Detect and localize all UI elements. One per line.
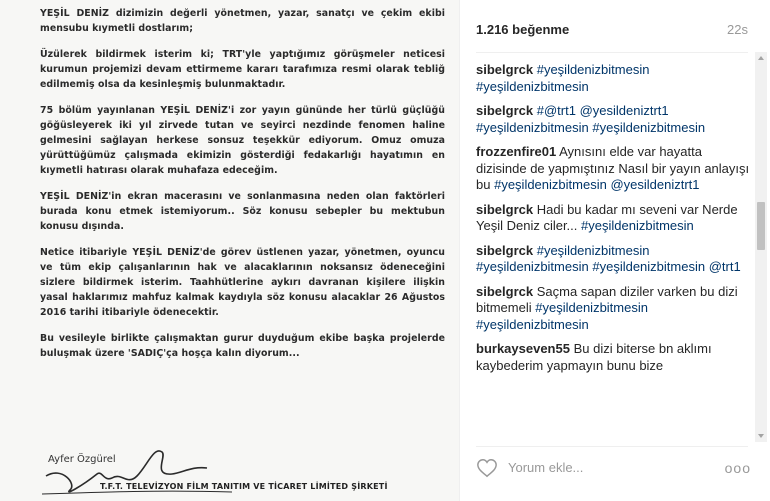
divider [476, 446, 748, 447]
letter-paragraph: Üzülerek bildirmek isterim ki; TRT'yle yaptığımız görüşmeler neticesi kurumun projemizi devam ettirmeme kararı tarafımıza resmi olarak tebliğ edilmemiş olsa da kesinleşmiş bulunmaktadır. [40, 49, 445, 90]
letter-paragraph: Netice itibariyle YEŞİL DENİZ'de görev üstlenen yazar, yönetmen, oyuncu ve tüm ekip çalışanlarının hak ve alacaklarının noksansız ödeneceğini sizlere bildirmek isterim. Taahhütlerine aykırı davranan kişilere ilişkin yasal haklarımız mahfuz kalmak kaydıyla söz konusu alacaklar 26 Ağustos 2016 tarihi itibariyle ödenecektir. [40, 247, 445, 318]
comment-hashtag-link[interactable]: #yeşildenizbitmesin [536, 62, 650, 77]
comment-item [476, 202, 751, 235]
post-time[interactable]: 22s [727, 22, 748, 37]
comment-hashtag-link[interactable]: @trt1 [708, 259, 741, 274]
comment-text: Hadi bu kadar mı seveni var Nerde Yeşil Deniz ciler... [476, 201, 738, 233]
comment-hashtag-link[interactable]: #yeşildenizbitmesin [592, 119, 706, 135]
comment-hashtag-link[interactable]: #yeşildenizbitmesin [592, 259, 706, 274]
comment-username[interactable]: sibelgrck [476, 283, 534, 299]
comment-text: Bu dizi biterse bn aklımı kaybederim yapmayın bunu bize [476, 341, 712, 373]
comment-hashtag-link[interactable]: #yeşildenizbitmesin [536, 242, 650, 258]
comment-item [476, 284, 751, 334]
scroll-down-icon[interactable] [755, 430, 767, 442]
comment-hashtag-link[interactable]: #yeşildenizbitmesin [581, 218, 694, 233]
post-sidebar [460, 0, 770, 501]
company-name: T.F.T. TELEVİZYON FİLM TANITIM VE TİCARET LİMİTED ŞİRKETİ [100, 482, 388, 491]
signature-block [42, 446, 422, 501]
comment-hashtag-link[interactable]: #yeşildenizbitmesin [494, 177, 607, 192]
more-options-icon[interactable]: ooo [724, 460, 751, 476]
likes-row [476, 18, 748, 40]
comment-username[interactable]: sibelgrck [476, 242, 534, 258]
letter-text [40, 6, 445, 372]
comment-input[interactable]: Yorum ekle... [508, 460, 584, 475]
comment-item [476, 62, 751, 95]
comment-hashtag-link[interactable]: @yesildeniztrt1 [579, 103, 669, 118]
comment-input-row [476, 451, 751, 485]
comment-hashtag-link[interactable]: #yeşildenizbitmesin [476, 119, 589, 135]
comment-item [476, 103, 751, 136]
comment-hashtag-link[interactable]: #yeşildenizbitmesin [476, 259, 589, 274]
comment-username[interactable]: frozzenfire01 [476, 144, 557, 159]
letter-paragraph: YEŞİL DENİZ dizimizin değerli yönetmen, yazar, sanatçı ve çekim ekibi mensubu kıymetli dostlarım; [40, 8, 445, 34]
comment-item [476, 243, 751, 276]
comment-username[interactable]: sibelgrck [476, 62, 534, 77]
comment-text: Saçma sapan diziler varken bu dizi bitmemeli [476, 283, 738, 315]
comment-hashtag-link[interactable]: #yeşildenizbitmesin [476, 78, 589, 94]
comment-username[interactable]: sibelgrck [476, 103, 534, 118]
likes-count[interactable]: 1.216 beğenme [476, 22, 570, 37]
comment-hashtag-link[interactable]: #yeşildenizbitmesin [535, 300, 648, 315]
comment-item [476, 341, 751, 374]
comment-list[interactable] [476, 62, 751, 437]
scroll-thumb[interactable] [757, 202, 765, 250]
signer-name: Ayfer Özgürel [48, 454, 116, 465]
comment-item [476, 144, 751, 194]
letter-paragraph: YEŞİL DENİZ'in ekran macerasını ve sonlanmasına neden olan faktörleri burada konu etmek istemiyorum.. Söz konusu sebepler bu mektubun konusu dışında. [40, 191, 445, 232]
letter-paragraph: 75 bölüm yayınlanan YEŞİL DENİZ'i zor yayın gününde her türlü güçlüğü göğüsleyerek iki yıl zirvede tutan ve seyirci nezdinde fenomen haline gelmesini sağlayan herkese sonsuz teşekkür ediyorum. Omuz omuza yürüttüğümüz çalışmada ekimizin gösterdiği fedakarlığı hayatımın en kıymetli hatırası olarak muhafaza edeceğim. [40, 105, 445, 176]
comment-scrollbar[interactable] [755, 52, 767, 442]
letter-paragraph: Bu vesileyle birlikte çalışmaktan gurur duyduğum ekibe başka projelerde buluşmak üzere 'SADIÇ'ça hoşça kalın diyorum... [40, 333, 445, 359]
comment-username[interactable]: sibelgrck [476, 201, 534, 217]
comment-text: Aynısını elde var hayatta dizisinde de yapmıştınız Nasıl bir yayın anlayışı bu [476, 144, 750, 192]
comment-hashtag-link[interactable]: #yeşildenizbitmesin [476, 316, 589, 332]
heart-outline-icon[interactable] [476, 457, 498, 479]
comment-hashtag-link[interactable]: @yesildeniztrt1 [610, 177, 700, 192]
scroll-up-icon[interactable] [755, 52, 767, 64]
divider [476, 52, 748, 53]
comment-hashtag-link[interactable]: #@trt1 [536, 103, 576, 118]
comment-username[interactable]: burkayseven55 [476, 341, 570, 356]
